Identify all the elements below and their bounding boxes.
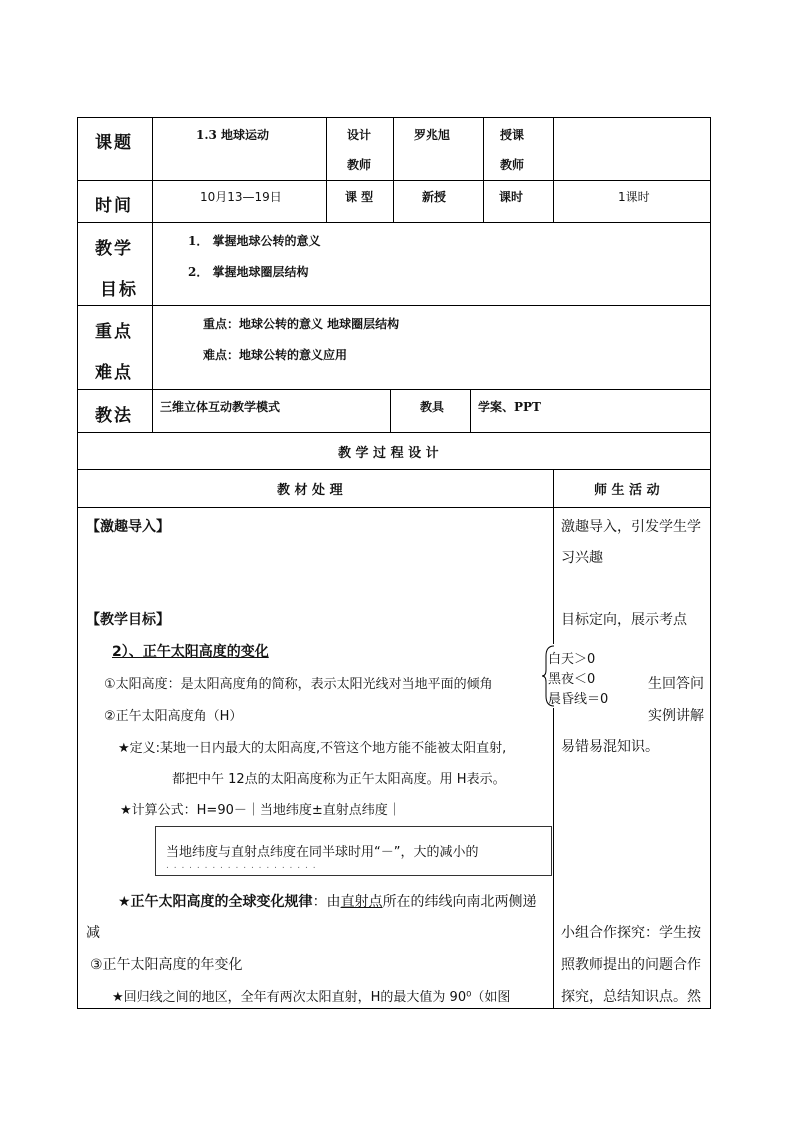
annual-heading: ③正午太阳高度的年变化	[90, 957, 243, 973]
time-value: 10月13—19日	[200, 190, 282, 204]
activity-5: 实例讲解	[648, 708, 704, 724]
global-rule-text-a: ：由	[312, 894, 341, 910]
topic-value: 1.3 地球运动	[196, 128, 270, 142]
tools-value: 学案、PPT	[478, 400, 541, 414]
activity-6: 易错易混知识。	[561, 739, 659, 755]
teacher-label-1: 授课	[500, 128, 525, 142]
global-rule-bold: ★正午太阳高度的全球变化规律	[118, 894, 313, 910]
altitude-definition: ①太阳高度：是太阳高度角的简称，表示太阳光线对当地平面的倾角	[104, 677, 493, 692]
method-value: 三维立体互动教学模式	[160, 400, 281, 414]
formula-note-box	[155, 826, 552, 876]
global-rule-underline: 直射点	[340, 894, 383, 910]
daylight-popup	[542, 644, 620, 708]
global-rule-text-b: 所在的纬线向南北两侧递	[382, 894, 537, 910]
formula-note: 当地纬度与直射点纬度在同半球时用“－”，大的减小的	[166, 845, 479, 860]
activity-1: 激趣导入，引发学生学	[561, 519, 701, 535]
goal-heading: 【教学目标】	[86, 612, 170, 628]
key-label-1: 重点	[95, 322, 133, 342]
designer-value: 罗兆旭	[414, 128, 451, 142]
topic-label: 课题	[95, 133, 133, 153]
global-rule-line	[118, 891, 537, 911]
goal-item-1: 1． 掌握地球公转的意义	[188, 234, 321, 248]
hours-value: 1课时	[618, 190, 650, 204]
teacher-label-2: 教师	[500, 158, 525, 172]
hours-label: 课时	[499, 190, 524, 204]
hard-point: 难点：地球公转的意义应用	[203, 348, 348, 362]
col-activity-header: 师 生 活 动	[594, 483, 660, 498]
method-label: 教法	[95, 406, 133, 426]
activity-4: 生回答问	[648, 676, 704, 692]
formula-note-dots: . . . . . . . . . . . . . . . . . . . .	[166, 861, 317, 871]
popup-night: 黑夜＜0	[548, 672, 596, 687]
activity-8: 照教师提出的问题合作	[561, 957, 701, 973]
time-label: 时间	[95, 196, 133, 216]
col-material-header: 教 材 处 理	[277, 483, 343, 498]
noon-altitude-heading: ②正午太阳高度角（H）	[104, 709, 243, 724]
process-title: 教 学 过 程 设 计	[338, 446, 439, 461]
section-title: 2）、正午太阳高度的变化	[112, 644, 269, 660]
activity-2: 习兴趣	[561, 550, 603, 566]
popup-daytime: 白天＞0	[548, 652, 596, 667]
goal-item-2: 2． 掌握地球圈层结构	[188, 265, 309, 279]
activity-9: 探究，总结知识点。然	[561, 989, 701, 1005]
goal-label-2: 目标	[100, 280, 138, 300]
type-label: 课 型	[345, 190, 374, 204]
goal-label-1: 教学	[95, 239, 133, 259]
global-rule-cont: 减	[86, 925, 100, 941]
designer-label-2: 教师	[347, 158, 372, 172]
tropic-line: ★回归线之间的地区，全年有两次太阳直射，H的最大值为 90⁰（如图	[112, 990, 511, 1005]
activity-7: 小组合作探究：学生按	[561, 925, 701, 941]
popup-terminator: 晨昏线＝0	[548, 692, 609, 707]
definition-line-2: 都把中午 12点的太阳高度称为正午太阳高度。用 H表示。	[172, 772, 506, 787]
key-point: 重点：地球公转的意义 地球圈层结构	[203, 317, 400, 331]
type-value: 新授	[422, 190, 447, 204]
definition-line-1: ★定义:某地一日内最大的太阳高度,不管这个地方能不能被太阳直射,	[118, 741, 507, 756]
key-label-2: 难点	[95, 363, 133, 383]
activity-3: 目标定向，展示考点	[561, 612, 687, 628]
tools-label: 教具	[420, 400, 445, 414]
designer-label-1: 设计	[347, 128, 372, 142]
formula-line: ★计算公式：H=90－｜当地纬度±直射点纬度｜	[120, 803, 401, 818]
intro-heading: 【激趣导入】	[86, 519, 170, 535]
